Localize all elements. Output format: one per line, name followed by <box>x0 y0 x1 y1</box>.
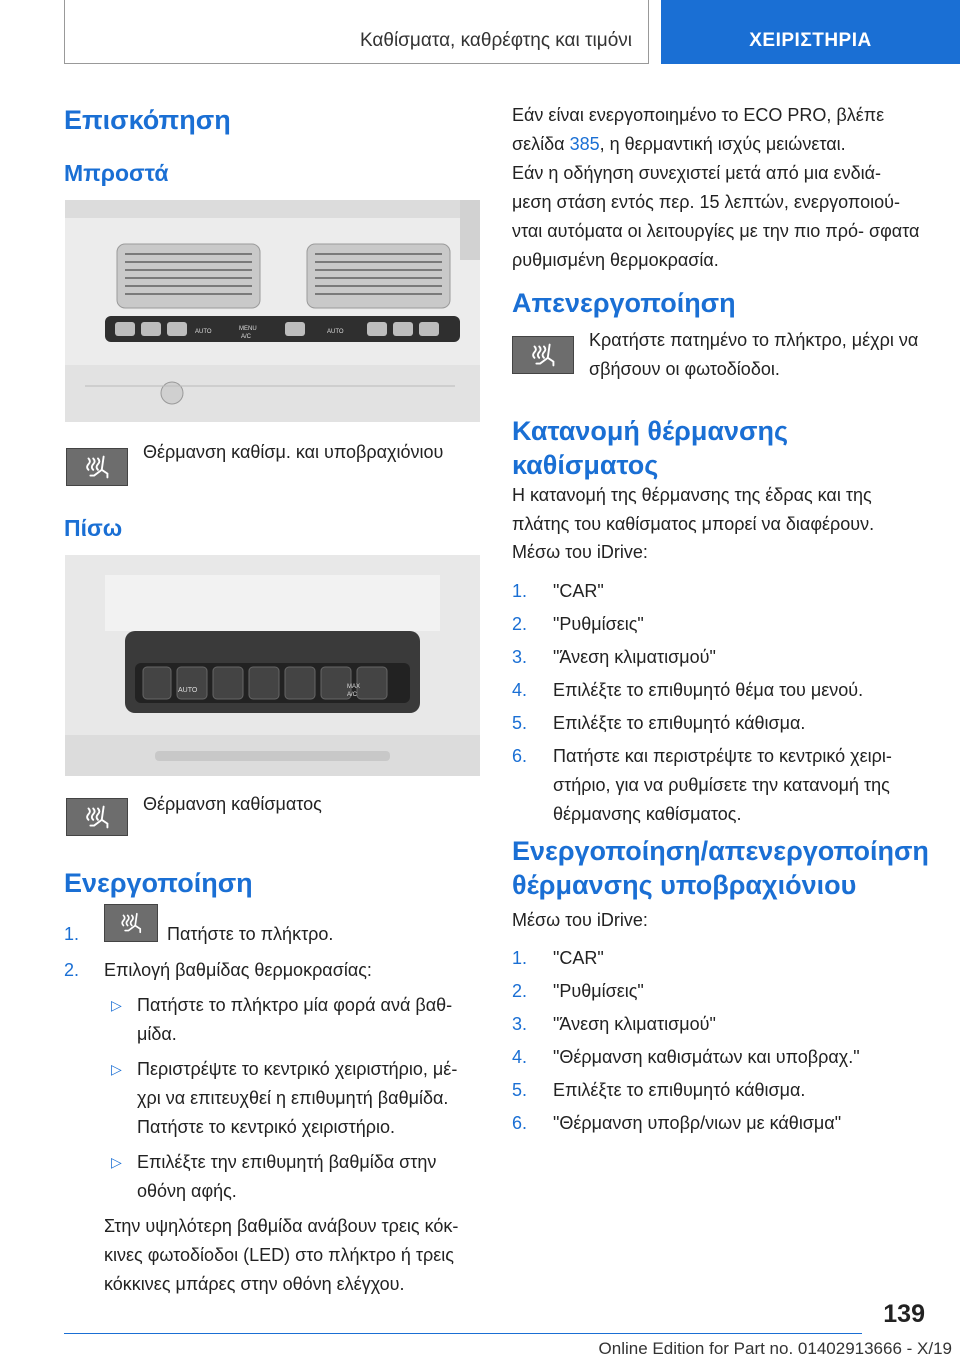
list-item <box>512 1043 922 1072</box>
step-number: 2. <box>512 614 528 634</box>
bullet-text: Επιλέξτε την επιθυμητή βαθμίδα στην οθόνη αφής. <box>137 1152 437 1201</box>
step-text: "CAR" <box>553 948 604 968</box>
rear-auto-label: AUTO <box>178 687 198 694</box>
list-item <box>512 610 922 639</box>
chapter-title: Καθίσματα, καθρέφτης και τιμόνι <box>359 30 632 51</box>
list-item <box>512 676 922 705</box>
list-item <box>512 944 922 973</box>
page-number: 139 <box>883 1300 925 1328</box>
rear-max-label: MAX <box>347 684 361 690</box>
list-item <box>64 956 479 985</box>
eco-text-after: , η θερμαντική ισχύς μειώνεται. <box>599 134 846 154</box>
step-text: Επιλογή βαθμίδας θερμοκρασίας: <box>104 960 372 980</box>
step-text: "Ρυθμίσεις" <box>553 981 644 1001</box>
resume-note: Εάν η οδήγηση συνεχιστεί μετά από μια ενδιά‐ μεση στάση εντός περ. 15 λεπτών, ενεργοποιού‐ νται αυτόματα οι λειτουργίες με την πιο πρό‐ σφατα ρυθμισμένη θερμοκρασία. <box>512 163 920 270</box>
step-text: "Άνεση κλιματισμού" <box>553 1014 716 1034</box>
rear-console-illustration <box>65 555 480 776</box>
bullet-icon: ▷ <box>111 1154 122 1170</box>
bullet-icon: ▷ <box>111 997 122 1013</box>
step-number: 1. <box>512 948 528 968</box>
step-number: 6. <box>512 1113 528 1133</box>
step-text: Επιλέξτε το επιθυμητό κάθισμα. <box>553 1080 806 1100</box>
front-heading: Μπροστά <box>64 160 169 186</box>
list-item <box>104 991 479 1049</box>
seat-heating-button-icon <box>66 448 128 486</box>
section-label: ΧΕΙΡΙΣΤΗΡΙΑ <box>749 30 872 51</box>
led-note: Στην υψηλότερη βαθμίδα ανάβουν τρεις κόκ‐ κινες φωτοδίοδοι (LED) στο πλήκτρο ή τρεις κόκκινες μπάρες στην οθόνη ελέγχου. <box>104 1216 459 1294</box>
deactivation-heading: Απενεργοποίηση <box>512 288 736 318</box>
footer-divider <box>64 1333 862 1334</box>
step-text: "CAR" <box>553 581 604 601</box>
list-item <box>512 1076 922 1105</box>
front-ac-label: A/C <box>241 334 252 340</box>
distribution-heading: Κατανομή θέρμανσης καθίσματος <box>512 416 789 480</box>
footer-edition: Online Edition for Part no. 01402913666 - X/19 <box>598 1339 952 1358</box>
activation-heading: Ενεργοποίηση <box>64 868 253 898</box>
header-left <box>64 0 649 64</box>
step-number: 5. <box>512 713 528 733</box>
step-number: 3. <box>512 1014 528 1034</box>
page-link-385[interactable]: 385 <box>569 134 600 154</box>
front-auto-label-2: AUTO <box>327 329 344 335</box>
seat-heating-icon <box>513 337 573 373</box>
deactivation-text: Κρατήστε πατημένο το πλήκτρο, μέχρι να σβήσουν οι φωτοδίοδοι. <box>589 330 919 379</box>
step-number: 1. <box>64 924 80 944</box>
front-console-illustration <box>65 200 480 422</box>
list-item <box>512 742 922 829</box>
step-number: 4. <box>512 1047 528 1067</box>
step-number: 4. <box>512 680 528 700</box>
distribution-text: Η κατανομή της θέρμανσης της έδρας και της πλάτης του καθίσματος μπορεί να διαφέρουν. <box>512 485 875 534</box>
list-item <box>512 709 922 738</box>
list-item <box>512 577 922 606</box>
temperature-options <box>104 991 479 1206</box>
front-console-photo <box>65 200 480 422</box>
distribution-steps <box>512 577 922 833</box>
front-caption: Θέρμανση καθίσμ. και υποβραχιόνιου <box>143 442 444 462</box>
step-text: "Άνεση κλιματισμού" <box>553 647 716 667</box>
step-number: 2. <box>64 960 80 980</box>
step-text: Πατήστε το πλήκτρο. <box>167 924 334 944</box>
front-auto-label: AUTO <box>195 329 212 335</box>
eco-pro-note <box>512 101 922 159</box>
step-text: "Ρυθμίσεις" <box>553 614 644 634</box>
step-text: "Θέρμανση υποβρ/νιων με κάθισμα" <box>553 1113 842 1133</box>
overview-heading: Επισκόπηση <box>64 105 231 135</box>
via-idrive-1: Μέσω του iDrive: <box>512 542 648 562</box>
header-section-tab <box>661 0 960 64</box>
list-item <box>64 920 479 954</box>
list-item <box>104 1055 479 1142</box>
bullet-text: Περιστρέψτε το κεντρικό χειριστήριο, μέ‐ χρι να επιτευχθεί η επιθυμητή βαθμίδα. Πατήστε το κεντρικό χειριστήριο. <box>137 1059 458 1137</box>
front-menu-label: MENU <box>239 326 257 332</box>
seat-heating-icon <box>67 449 127 485</box>
armrest-heading: Ενεργοποίηση/απενεργοποίηση θέρμανσης υποβραχιόνιου <box>512 836 929 900</box>
rear-console-photo <box>65 555 480 776</box>
list-item <box>512 643 922 672</box>
seat-heating-button-icon-rear <box>66 798 128 836</box>
rear-ac-label: A/C <box>347 692 358 698</box>
seat-heating-icon <box>105 905 157 941</box>
step-number: 3. <box>512 647 528 667</box>
step-number: 2. <box>512 981 528 1001</box>
step-text: Επιλέξτε το επιθυμητό θέμα του μενού. <box>553 680 864 700</box>
list-item <box>104 1148 479 1206</box>
list-item <box>512 977 922 1006</box>
armrest-steps <box>512 944 922 1142</box>
list-item <box>512 1010 922 1039</box>
rear-caption: Θέρμανση καθίσματος <box>143 794 322 814</box>
step-number: 6. <box>512 746 528 766</box>
seat-heating-button-icon-deact <box>512 336 574 374</box>
via-idrive-2: Μέσω του iDrive: <box>512 910 648 930</box>
list-item <box>512 1109 922 1138</box>
step-text: Επιλέξτε το επιθυμητό κάθισμα. <box>553 713 806 733</box>
bullet-text: Πατήστε το πλήκτρο μία φορά ανά βαθ‐ μίδα. <box>137 995 453 1044</box>
eco-text: Εάν είναι ενεργοποιημένο το ECO PRO, βλέπε σελίδα <box>512 105 885 154</box>
step-text: Πατήστε και περιστρέψτε το κεντρικό χειρι‐ στήριο, για να ρυθμίσετε την κατανομή της θέρμανσης καθίσματος. <box>553 746 892 824</box>
step-number: 1. <box>512 581 528 601</box>
seat-heating-inline-button <box>104 904 158 942</box>
step-text: "Θέρμανση καθισμάτων και υποβραχ." <box>553 1047 860 1067</box>
activation-steps <box>64 920 479 1299</box>
seat-heating-icon <box>67 799 127 835</box>
step-number: 5. <box>512 1080 528 1100</box>
bullet-icon: ▷ <box>111 1061 122 1077</box>
rear-heading: Πίσω <box>64 515 123 541</box>
